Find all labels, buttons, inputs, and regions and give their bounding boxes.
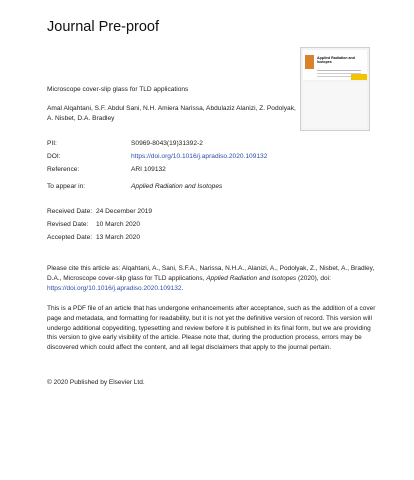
reference-label: Reference:	[47, 166, 80, 173]
citation-lead: Please cite this article as: Alqahtani, A., Sani, S.F.A., Narissa, N.H.A., Alanizi, A., Podolyak, Z., Nisbet, A., Bradley, D.A., Microscope cover-slip glass for TLD applications,	[47, 265, 375, 282]
cover-accent-strip	[351, 74, 367, 80]
citation-mid: (2020), doi:	[298, 274, 331, 282]
citation-doi-link[interactable]: https://doi.org/10.1016/j.apradiso.2020.109132	[47, 284, 182, 292]
pii-value: S0969-8043(19)31392-2	[131, 140, 203, 147]
notice-paragraph: This is a PDF file of an article that has undergone enhancements after acceptance, such as the addition of a cover page and metadata, and formatting for readability, but it is not yet the definitive version of record. This version will undergo additional copyediting, typesetting and review before it is published in its final form, but we are providing this version to give early visibility of the article. Please note that, during the production process, errors may be discovered which could affect the content, and all legal disclaimers that apply to the journal pertain.	[47, 305, 376, 352]
cover-journal-name: Applied Radiation and Isotopes	[317, 56, 355, 65]
doi-link[interactable]: https://doi.org/10.1016/j.apradiso.2020.109132	[131, 153, 268, 160]
pii-label: PII:	[47, 140, 57, 147]
copyright-notice: © 2020 Published by Elsevier Ltd.	[47, 379, 145, 386]
reference-value: ARI 109132	[131, 166, 166, 173]
received-date-label: Received Date:	[47, 208, 93, 215]
cover-body	[303, 82, 367, 128]
to-appear-label: To appear in:	[47, 183, 86, 190]
citation-paragraph	[47, 264, 377, 293]
cover-header	[303, 50, 367, 80]
accepted-date-value: 13 March 2020	[96, 234, 140, 241]
article-authors: Amal Alqahtani, S.F. Abdul Sani, N.H. Amiera Narissa, Abdulaziz Alanizi, Z. Podolyak, A. Nisbet, D.A. Bradley	[47, 105, 296, 122]
page-heading: Journal Pre-proof	[47, 19, 160, 35]
cover-text-lines	[317, 70, 361, 71]
revised-date-label: Revised Date:	[47, 221, 89, 228]
journal-cover-thumbnail	[300, 47, 370, 131]
revised-date-value: 10 March 2020	[96, 221, 140, 228]
to-appear-journal: Applied Radiation and Isotopes	[131, 183, 223, 190]
citation-end: .	[181, 284, 184, 292]
received-date-value: 24 December 2019	[96, 208, 153, 215]
accepted-date-label: Accepted Date:	[47, 234, 93, 241]
citation-journal: Applied Radiation and Isotopes	[206, 274, 297, 282]
publisher-logo-icon	[305, 55, 314, 69]
article-title: Microscope cover-slip glass for TLD applications	[47, 86, 189, 93]
doi-label: DOI:	[47, 153, 61, 160]
